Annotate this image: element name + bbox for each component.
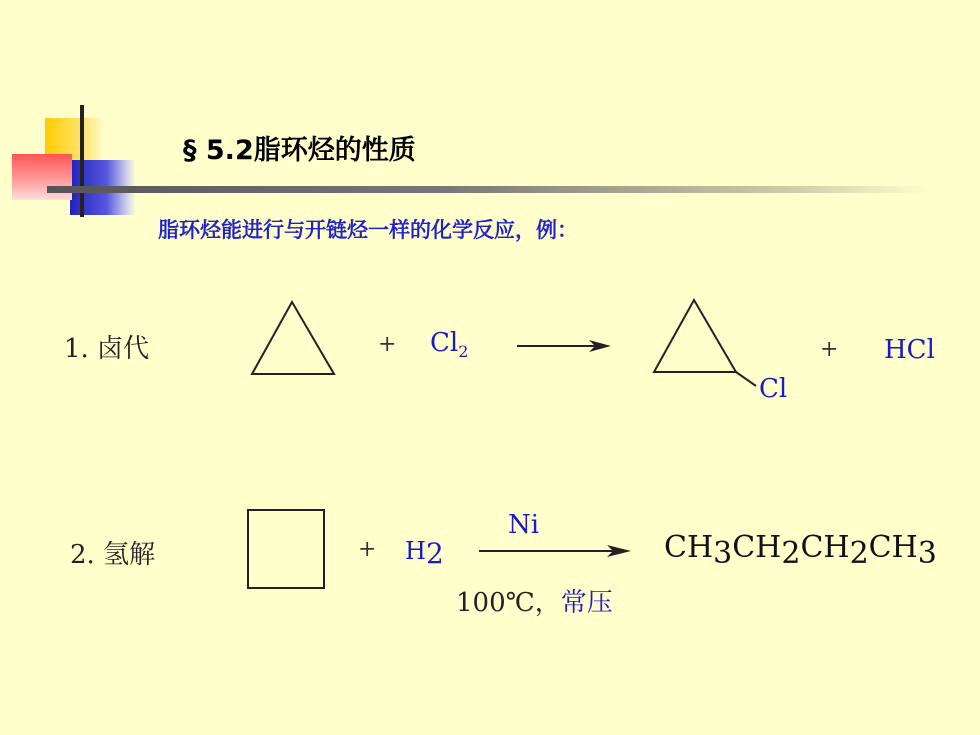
- product-sub-3: 2: [849, 536, 869, 571]
- reaction2-reagent-h2: [405, 533, 444, 570]
- reagent-h-subscript: 2: [425, 537, 444, 570]
- title-underline: [47, 186, 930, 193]
- reaction1-byproduct-hcl: HCl: [884, 335, 935, 365]
- product-ch-4: CH: [868, 530, 918, 565]
- reaction2-label: 2. 氢解: [70, 540, 156, 570]
- reaction1-plus2: +: [820, 337, 839, 362]
- page-subtitle: 脂环烃能进行与开链烃一样的化学反应，例：: [158, 218, 578, 242]
- reaction2-product-butane: [664, 530, 937, 571]
- reaction1-plus1: +: [378, 332, 397, 357]
- product-ch-1: CH: [664, 530, 714, 565]
- logo-red-block: [12, 154, 72, 200]
- product-ch-2: CH: [732, 530, 782, 565]
- product-sub-1: 3: [713, 536, 733, 571]
- cyclobutane-reactant: [245, 507, 329, 591]
- reagent-cl: Cl: [430, 328, 459, 358]
- reagent-h: H: [405, 537, 426, 565]
- page-title: § 5.2脂环烃的性质: [183, 135, 416, 166]
- chlorocyclopropane-product: [652, 294, 762, 390]
- condition-pressure: 常压: [560, 588, 613, 618]
- reagent-cl-subscript: 2: [458, 342, 469, 362]
- reaction2-catalyst: Ni: [508, 510, 540, 540]
- condition-temperature: 100℃，: [456, 588, 561, 618]
- reaction2-arrow: [477, 541, 637, 561]
- reaction2-conditions: [456, 582, 613, 619]
- cyclopropane-reactant: [248, 296, 338, 378]
- reaction1-reagent-cl2: [430, 328, 468, 361]
- product-sub-4: 3: [917, 536, 937, 571]
- product-ch-3: CH: [800, 530, 850, 565]
- logo-vertical-line: [80, 105, 84, 217]
- reaction1-label: 1. 卤代: [64, 334, 150, 364]
- product-sub-2: 2: [781, 536, 801, 571]
- product-cl-substituent: Cl: [759, 374, 788, 404]
- reaction1-arrow: [515, 336, 615, 356]
- reaction2-plus: +: [358, 537, 377, 562]
